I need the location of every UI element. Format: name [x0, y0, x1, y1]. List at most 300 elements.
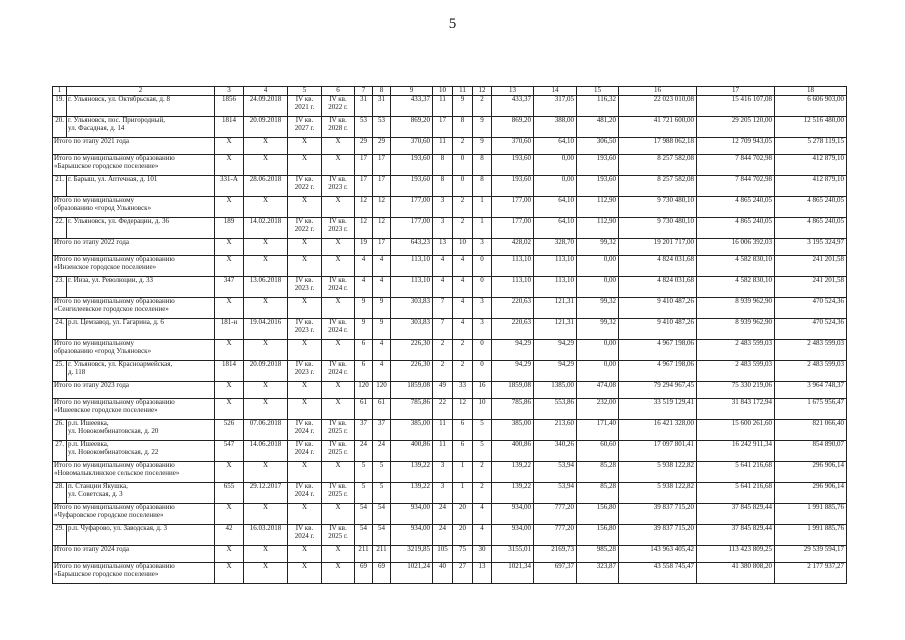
value-cell-c6: IV кв. 2022 г. — [322, 96, 355, 117]
value-cell-c7: 17 — [355, 176, 373, 197]
value-cell-c5: X — [288, 340, 322, 361]
value-cell-c14: 777,20 — [534, 504, 577, 525]
total-label: Итого по этапу 2021 года — [53, 138, 215, 155]
value-cell-c4: X — [244, 399, 288, 420]
value-cell-c3: X — [215, 563, 244, 584]
value-cell-c14: 340,26 — [534, 441, 577, 462]
value-cell-c16: 9 410 487,26 — [619, 298, 697, 319]
value-cell-c4: 20.09.2018 — [244, 361, 288, 382]
value-cell-c3: X — [215, 298, 244, 319]
value-cell-c17: 7 844 702,98 — [697, 176, 775, 197]
value-cell-c8: 9 — [373, 298, 391, 319]
value-cell-c3: 42 — [215, 525, 244, 546]
value-cell-c8: 54 — [373, 504, 391, 525]
address-cell: р.п. Чуфарово, ул. Заводская, д. 3 — [67, 525, 215, 546]
value-cell-c18: 296 906,14 — [775, 483, 847, 504]
value-cell-c7: 54 — [355, 525, 373, 546]
value-cell-c13: 428,02 — [492, 239, 534, 256]
value-cell-c15: 85,28 — [577, 483, 619, 504]
value-cell-c8: 53 — [373, 117, 391, 138]
table-row — [53, 420, 847, 441]
value-cell-c14: 94,29 — [534, 361, 577, 382]
value-cell-c6: IV кв. 2023 г. — [322, 218, 355, 239]
value-cell-c3: 655 — [215, 483, 244, 504]
value-cell-c11: 8 — [453, 117, 473, 138]
column-number-cell: 3 — [215, 87, 244, 96]
value-cell-c8: 37 — [373, 420, 391, 441]
value-cell-c3: X — [215, 504, 244, 525]
address-cell: р.п. Ишеевка, ул. Новокомбинатовская, д. 20 — [67, 420, 215, 441]
value-cell-c13: 139,22 — [492, 483, 534, 504]
value-cell-c5: IV кв. 2027 г. — [288, 117, 322, 138]
value-cell-c15: 481,20 — [577, 117, 619, 138]
value-cell-c5: IV кв. 2021 г. — [288, 96, 322, 117]
value-cell-c12: 8 — [473, 176, 492, 197]
value-cell-c6: X — [322, 546, 355, 563]
value-cell-c11: 6 — [453, 420, 473, 441]
value-cell-c13: 177,00 — [492, 197, 534, 218]
value-cell-c5: IV кв. 2024 г. — [288, 420, 322, 441]
value-cell-c16: 41 721 600,00 — [619, 117, 697, 138]
value-cell-c9: 869,20 — [391, 117, 433, 138]
value-cell-c5: IV кв. 2024 г. — [288, 483, 322, 504]
value-cell-c16: 79 294 967,45 — [619, 382, 697, 399]
value-cell-c15: 193,60 — [577, 155, 619, 176]
value-cell-c11: 12 — [453, 399, 473, 420]
value-cell-c16: 43 558 745,47 — [619, 563, 697, 584]
value-cell-c14: 64,10 — [534, 138, 577, 155]
value-cell-c7: 5 — [355, 462, 373, 483]
value-cell-c13: 193,60 — [492, 155, 534, 176]
value-cell-c14: 388,00 — [534, 117, 577, 138]
value-cell-c5: IV кв. 2024 г. — [288, 441, 322, 462]
total-label: Итого по муниципальному образованию «Сенгилеевское городское поселение» — [53, 298, 215, 319]
row-number: 27. — [53, 441, 67, 462]
value-cell-c16: 39 837 715,20 — [619, 525, 697, 546]
value-cell-c3: X — [215, 340, 244, 361]
total-label: Итого по муниципальному образованию «город Ульяновск» — [53, 340, 215, 361]
value-cell-c17: 37 845 829,44 — [697, 525, 775, 546]
value-cell-c16: 4 967 198,06 — [619, 361, 697, 382]
value-cell-c9: 400,86 — [391, 441, 433, 462]
value-cell-c3: X — [215, 462, 244, 483]
value-cell-c10: 4 — [433, 256, 453, 277]
row-number: 28. — [53, 483, 67, 504]
value-cell-c10: 3 — [433, 462, 453, 483]
value-cell-c15: 0,00 — [577, 361, 619, 382]
page-number: 5 — [448, 16, 457, 32]
value-cell-c17: 75 330 219,06 — [697, 382, 775, 399]
value-cell-c12: 5 — [473, 420, 492, 441]
value-cell-c6: IV кв. 2024 г. — [322, 319, 355, 340]
value-cell-c8: 69 — [373, 563, 391, 584]
value-cell-c17: 4 582 830,10 — [697, 277, 775, 298]
value-cell-c7: 4 — [355, 277, 373, 298]
value-cell-c13: 785,86 — [492, 399, 534, 420]
value-cell-c17: 15 416 107,08 — [697, 96, 775, 117]
value-cell-c16: 17 097 801,41 — [619, 441, 697, 462]
value-cell-c17: 12 709 943,05 — [697, 138, 775, 155]
value-cell-c3: X — [215, 399, 244, 420]
value-cell-c5: IV кв. 2022 г. — [288, 218, 322, 239]
value-cell-c17: 7 844 702,98 — [697, 155, 775, 176]
value-cell-c18: 1 991 885,76 — [775, 525, 847, 546]
value-cell-c9: 385,00 — [391, 420, 433, 441]
value-cell-c18: 5 278 119,15 — [775, 138, 847, 155]
value-cell-c5: IV кв. 2023 г. — [288, 361, 322, 382]
column-number-cell: 2 — [67, 87, 215, 96]
value-cell-c3: X — [215, 155, 244, 176]
row-number: 19. — [53, 96, 67, 117]
column-number-cell: 13 — [492, 87, 534, 96]
value-cell-c13: 94,29 — [492, 340, 534, 361]
table-row — [53, 176, 847, 197]
address-cell: г. Барыш, ул. Аптечная, д. 101 — [67, 176, 215, 197]
value-cell-c6: X — [322, 382, 355, 399]
total-row — [53, 382, 847, 399]
value-cell-c12: 9 — [473, 117, 492, 138]
value-cell-c9: 226,30 — [391, 340, 433, 361]
value-cell-c8: 4 — [373, 256, 391, 277]
value-cell-c11: 0 — [453, 176, 473, 197]
value-cell-c17: 5 641 216,68 — [697, 462, 775, 483]
value-cell-c15: 306,50 — [577, 138, 619, 155]
value-cell-c8: 120 — [373, 382, 391, 399]
value-cell-c7: 54 — [355, 504, 373, 525]
value-cell-c4: 19.04.2016 — [244, 319, 288, 340]
value-cell-c11: 6 — [453, 441, 473, 462]
value-cell-c8: 61 — [373, 399, 391, 420]
value-cell-c9: 433,37 — [391, 96, 433, 117]
value-cell-c17: 4 865 240,05 — [697, 197, 775, 218]
value-cell-c8: 5 — [373, 462, 391, 483]
value-cell-c16: 4 824 031,68 — [619, 277, 697, 298]
value-cell-c5: IV кв. 2023 г. — [288, 277, 322, 298]
value-cell-c11: 20 — [453, 504, 473, 525]
value-cell-c17: 16 006 392,03 — [697, 239, 775, 256]
value-cell-c7: 12 — [355, 197, 373, 218]
value-cell-c12: 2 — [473, 96, 492, 117]
table-row — [53, 361, 847, 382]
value-cell-c6: IV кв. 2023 г. — [322, 176, 355, 197]
value-cell-c12: 0 — [473, 340, 492, 361]
value-cell-c8: 4 — [373, 277, 391, 298]
value-cell-c8: 12 — [373, 218, 391, 239]
value-cell-c7: 37 — [355, 420, 373, 441]
total-row — [53, 563, 847, 584]
value-cell-c6: X — [322, 462, 355, 483]
value-cell-c4: 20.09.2018 — [244, 117, 288, 138]
value-cell-c4: 16.03.2018 — [244, 525, 288, 546]
total-label: Итого по муниципальному образованию «Новомалыклинское сельское поселение» — [53, 462, 215, 483]
value-cell-c10: 22 — [433, 399, 453, 420]
value-cell-c15: 60,60 — [577, 441, 619, 462]
value-cell-c9: 934,00 — [391, 525, 433, 546]
value-cell-c10: 24 — [433, 504, 453, 525]
value-cell-c5: X — [288, 563, 322, 584]
value-cell-c11: 4 — [453, 319, 473, 340]
value-cell-c10: 11 — [433, 441, 453, 462]
value-cell-c18: 1 991 885,76 — [775, 504, 847, 525]
value-cell-c5: X — [288, 256, 322, 277]
value-cell-c11: 2 — [453, 340, 473, 361]
value-cell-c7: 29 — [355, 138, 373, 155]
value-cell-c5: X — [288, 239, 322, 256]
value-cell-c14: 2169,73 — [534, 546, 577, 563]
value-cell-c5: X — [288, 155, 322, 176]
value-cell-c15: 112,90 — [577, 197, 619, 218]
column-number-cell: 5 — [288, 87, 322, 96]
value-cell-c6: X — [322, 239, 355, 256]
value-cell-c9: 303,83 — [391, 319, 433, 340]
value-cell-c18: 412 879,10 — [775, 176, 847, 197]
value-cell-c16: 9 730 480,10 — [619, 218, 697, 239]
value-cell-c4: 14.02.2018 — [244, 218, 288, 239]
value-cell-c16: 5 938 122,82 — [619, 483, 697, 504]
value-cell-c16: 143 963 405,42 — [619, 546, 697, 563]
value-cell-c8: 4 — [373, 340, 391, 361]
value-cell-c6: IV кв. 2025 г. — [322, 525, 355, 546]
value-cell-c8: 17 — [373, 176, 391, 197]
value-cell-c13: 433,37 — [492, 96, 534, 117]
value-cell-c15: 0,00 — [577, 256, 619, 277]
value-cell-c13: 220,63 — [492, 298, 534, 319]
column-number-cell: 11 — [453, 87, 473, 96]
value-cell-c11: 2 — [453, 361, 473, 382]
value-cell-c18: 3 964 748,37 — [775, 382, 847, 399]
value-cell-c9: 139,22 — [391, 483, 433, 504]
value-cell-c9: 113,10 — [391, 277, 433, 298]
value-cell-c11: 0 — [453, 155, 473, 176]
value-cell-c7: 4 — [355, 256, 373, 277]
value-cell-c3: X — [215, 239, 244, 256]
value-cell-c16: 4 967 198,06 — [619, 340, 697, 361]
value-cell-c14: 328,70 — [534, 239, 577, 256]
value-cell-c5: X — [288, 382, 322, 399]
value-cell-c17: 8 939 962,90 — [697, 319, 775, 340]
value-cell-c7: 9 — [355, 319, 373, 340]
value-cell-c11: 4 — [453, 298, 473, 319]
value-cell-c6: IV кв. 2024 г. — [322, 361, 355, 382]
value-cell-c6: X — [322, 138, 355, 155]
value-cell-c12: 2 — [473, 483, 492, 504]
value-cell-c16: 16 421 328,00 — [619, 420, 697, 441]
value-cell-c17: 5 641 216,68 — [697, 483, 775, 504]
row-number: 26. — [53, 420, 67, 441]
table-row — [53, 525, 847, 546]
value-cell-c3: 526 — [215, 420, 244, 441]
address-cell: г. Ульяновск, ул. Красноармейская, д. 118 — [67, 361, 215, 382]
value-cell-c6: X — [322, 399, 355, 420]
value-cell-c15: 171,40 — [577, 420, 619, 441]
value-cell-c14: 0,00 — [534, 155, 577, 176]
value-cell-c3: X — [215, 256, 244, 277]
value-cell-c5: IV кв. 2022 г. — [288, 176, 322, 197]
value-cell-c16: 22 023 010,08 — [619, 96, 697, 117]
value-cell-c8: 12 — [373, 197, 391, 218]
column-number-cell: 12 — [473, 87, 492, 96]
value-cell-c4: 29.12.2017 — [244, 483, 288, 504]
value-cell-c6: IV кв. 2025 г. — [322, 420, 355, 441]
value-cell-c5: IV кв. 2023 г. — [288, 319, 322, 340]
value-cell-c5: IV кв. 2024 г. — [288, 525, 322, 546]
value-cell-c16: 19 201 717,00 — [619, 239, 697, 256]
value-cell-c18: 821 066,40 — [775, 420, 847, 441]
row-number: 24. — [53, 319, 67, 340]
value-cell-c9: 177,00 — [391, 218, 433, 239]
value-cell-c13: 370,60 — [492, 138, 534, 155]
column-number-cell: 18 — [775, 87, 847, 96]
value-cell-c4: X — [244, 340, 288, 361]
value-cell-c10: 3 — [433, 483, 453, 504]
column-number-cell: 1 — [53, 87, 67, 96]
value-cell-c13: 3155,01 — [492, 546, 534, 563]
value-cell-c11: 75 — [453, 546, 473, 563]
value-cell-c13: 934,00 — [492, 525, 534, 546]
value-cell-c8: 31 — [373, 96, 391, 117]
value-cell-c6: IV кв. 2024 г. — [322, 277, 355, 298]
value-cell-c13: 400,86 — [492, 441, 534, 462]
column-number-cell: 9 — [391, 87, 433, 96]
value-cell-c5: X — [288, 504, 322, 525]
address-cell: п. Станции Якушка, ул. Советская, д. 3 — [67, 483, 215, 504]
value-cell-c11: 4 — [453, 277, 473, 298]
value-cell-c6: X — [322, 197, 355, 218]
table-row — [53, 96, 847, 117]
value-cell-c4: X — [244, 546, 288, 563]
value-cell-c3: 189 — [215, 218, 244, 239]
value-cell-c10: 13 — [433, 239, 453, 256]
value-cell-c4: X — [244, 138, 288, 155]
value-cell-c12: 8 — [473, 155, 492, 176]
value-cell-c14: 121,31 — [534, 298, 577, 319]
value-cell-c10: 3 — [433, 197, 453, 218]
total-label: Итого по этапу 2022 года — [53, 239, 215, 256]
value-cell-c10: 8 — [433, 155, 453, 176]
value-cell-c17: 2 483 599,03 — [697, 340, 775, 361]
value-cell-c15: 112,90 — [577, 218, 619, 239]
value-cell-c9: 370,60 — [391, 138, 433, 155]
total-label: Итого по этапу 2024 года — [53, 546, 215, 563]
value-cell-c4: X — [244, 382, 288, 399]
value-cell-c8: 4 — [373, 361, 391, 382]
value-cell-c7: 5 — [355, 483, 373, 504]
value-cell-c14: 94,29 — [534, 340, 577, 361]
value-cell-c14: 53,94 — [534, 462, 577, 483]
column-number-cell: 8 — [373, 87, 391, 96]
address-cell: р.п. Ишеевка, ул. Новокомбинатовская, д. 22 — [67, 441, 215, 462]
value-cell-c4: 14.06.2018 — [244, 441, 288, 462]
value-cell-c7: 9 — [355, 298, 373, 319]
value-cell-c6: X — [322, 504, 355, 525]
value-cell-c9: 193,60 — [391, 176, 433, 197]
value-cell-c6: X — [322, 298, 355, 319]
value-cell-c6: X — [322, 256, 355, 277]
value-cell-c16: 33 519 129,41 — [619, 399, 697, 420]
value-cell-c14: 1385,00 — [534, 382, 577, 399]
value-cell-c7: 53 — [355, 117, 373, 138]
value-cell-c16: 8 257 582,08 — [619, 155, 697, 176]
value-cell-c18: 296 906,14 — [775, 462, 847, 483]
value-cell-c18: 2 483 599,03 — [775, 361, 847, 382]
value-cell-c8: 29 — [373, 138, 391, 155]
value-cell-c12: 1 — [473, 197, 492, 218]
value-cell-c4: X — [244, 462, 288, 483]
value-cell-c12: 0 — [473, 277, 492, 298]
value-cell-c9: 226,30 — [391, 361, 433, 382]
value-cell-c18: 241 201,58 — [775, 277, 847, 298]
value-cell-c14: 64,10 — [534, 197, 577, 218]
value-cell-c15: 323,87 — [577, 563, 619, 584]
value-cell-c6: X — [322, 563, 355, 584]
value-cell-c10: 3 — [433, 218, 453, 239]
value-cell-c16: 8 257 582,08 — [619, 176, 697, 197]
value-cell-c16: 39 837 715,20 — [619, 504, 697, 525]
value-cell-c7: 12 — [355, 218, 373, 239]
value-cell-c6: X — [322, 155, 355, 176]
value-cell-c15: 99,32 — [577, 298, 619, 319]
value-cell-c3: X — [215, 382, 244, 399]
table-row — [53, 117, 847, 138]
row-number: 20. — [53, 117, 67, 138]
value-cell-c9: 193,60 — [391, 155, 433, 176]
value-cell-c5: X — [288, 298, 322, 319]
value-cell-c14: 317,05 — [534, 96, 577, 117]
value-cell-c7: 211 — [355, 546, 373, 563]
value-cell-c12: 3 — [473, 239, 492, 256]
value-cell-c3: 1856 — [215, 96, 244, 117]
value-cell-c8: 17 — [373, 239, 391, 256]
value-cell-c13: 220,63 — [492, 319, 534, 340]
value-cell-c18: 470 524,36 — [775, 319, 847, 340]
value-cell-c4: X — [244, 256, 288, 277]
value-cell-c17: 37 845 829,44 — [697, 504, 775, 525]
value-cell-c17: 2 483 599,03 — [697, 361, 775, 382]
value-cell-c10: 24 — [433, 525, 453, 546]
value-cell-c10: 17 — [433, 117, 453, 138]
value-cell-c3: 181-н — [215, 319, 244, 340]
value-cell-c9: 177,00 — [391, 197, 433, 218]
value-cell-c4: X — [244, 563, 288, 584]
total-label: Итого по муниципальному образованию «Барышское городское поселение» — [53, 563, 215, 584]
value-cell-c15: 116,32 — [577, 96, 619, 117]
value-cell-c13: 1859,08 — [492, 382, 534, 399]
value-cell-c18: 12 516 480,00 — [775, 117, 847, 138]
value-cell-c7: 6 — [355, 361, 373, 382]
value-cell-c16: 9 410 487,26 — [619, 319, 697, 340]
total-row — [53, 239, 847, 256]
column-number-cell: 15 — [577, 87, 619, 96]
value-cell-c12: 16 — [473, 382, 492, 399]
value-cell-c11: 1 — [453, 483, 473, 504]
value-cell-c9: 3219,85 — [391, 546, 433, 563]
value-cell-c3: 1814 — [215, 117, 244, 138]
total-row — [53, 298, 847, 319]
value-cell-c14: 121,31 — [534, 319, 577, 340]
value-cell-c9: 643,23 — [391, 239, 433, 256]
value-cell-c4: 28.06.2018 — [244, 176, 288, 197]
table-row — [53, 483, 847, 504]
value-cell-c12: 9 — [473, 138, 492, 155]
total-row — [53, 138, 847, 155]
value-cell-c10: 4 — [433, 277, 453, 298]
value-cell-c11: 33 — [453, 382, 473, 399]
value-cell-c7: 69 — [355, 563, 373, 584]
value-cell-c17: 15 600 261,60 — [697, 420, 775, 441]
value-cell-c12: 0 — [473, 256, 492, 277]
value-cell-c18: 4 865 240,05 — [775, 197, 847, 218]
value-cell-c17: 4 582 830,10 — [697, 256, 775, 277]
